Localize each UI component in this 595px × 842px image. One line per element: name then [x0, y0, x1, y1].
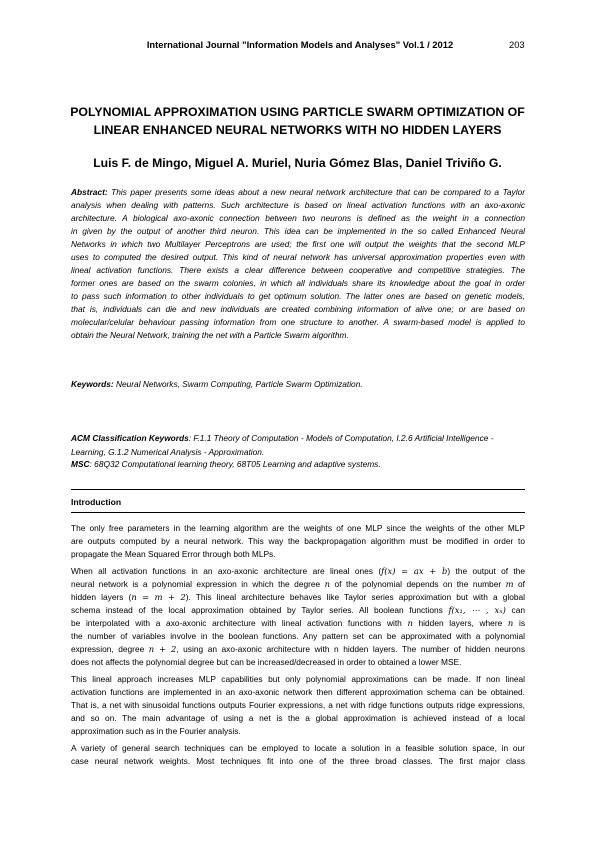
section-heading: Introduction	[71, 497, 122, 507]
abstract-line: former ones are based on the swarm colonies, in which all individuals share its knowledge about the goal in order	[71, 278, 525, 288]
paragraph-line	[71, 643, 525, 656]
acm-label: ACM Classification Keywords	[71, 433, 189, 443]
abstract-line: obtain the Neural Network, training the net with a Particle Swarm algorithm.	[71, 330, 349, 340]
paragraph-line: This lineal approach increases MLP capabilities but only polynomial approximations can be made. If non lineal	[71, 674, 525, 684]
text-run: is	[513, 618, 525, 628]
author-list: Luis F. de Mingo, Miguel A. Muriel, Nuria Gómez Blas, Daniel Triviño G.	[93, 156, 502, 170]
text-run: hidden layers (	[71, 592, 132, 602]
math-expression: n = m + 2	[131, 592, 186, 602]
text-run: of the polynomial depends on the number	[330, 579, 506, 589]
title-line: LINEAR ENHANCED NEURAL NETWORKS WITH NO HIDDEN LAYERS	[93, 123, 502, 137]
acm-line	[71, 431, 525, 445]
math-expression: n	[507, 618, 514, 628]
msc-label: MSC	[71, 459, 90, 469]
abstract-line: analysis when dealing with patterns. Such architecture is based on lineal activation functions with an axo-axonic	[71, 200, 525, 210]
abstract-line: lineal activation functions. There exists a clear difference between cooperative and competitive strategies. The	[71, 265, 525, 275]
paragraph-line: The only free parameters in the learning algorithm are the weights of one MLP since the weights of the other MLP	[71, 523, 525, 533]
text-run: of	[513, 579, 525, 589]
keywords	[71, 378, 525, 391]
math-expression: f(x) = ax + b	[381, 566, 448, 576]
paragraph-line: activation functions are implemented in an axo-axonic network then different approximation schema can be obtained.	[71, 687, 525, 697]
acm-text: : F.1.1 Theory of Computation - Models of Computation, I.2.6 Artificial Intelligence -	[188, 433, 494, 443]
paragraph-line: A variety of general search techniques can be employed to locate a solution in a feasible solution space, in our	[71, 743, 525, 753]
text-run: ). This lineal architecture behaves like Taylor series approximation but with a global	[185, 592, 525, 602]
msc-text: : 68Q32 Computational learning theory, 68T05 Learning and adaptive systems.	[89, 459, 381, 469]
text-run: be interpolated with a axo-axonic architecture with lineal activation functions with	[71, 618, 408, 628]
abstract	[71, 186, 525, 342]
abstract-text: This paper presents some ideas about a new neural network architecture that can be compared to a Taylor	[107, 187, 525, 197]
abstract-line: Networks in which two Multilayer Perceptrons are used; the first one will output the weights that the second MLP	[71, 239, 525, 249]
acm-line: Learning, G.1.2 Numerical Analysis - Approximation.	[71, 447, 265, 457]
text-run: When all activation functions in an axo-axonic architecture are lineal ones (	[71, 566, 382, 576]
section-rule	[71, 489, 525, 490]
paragraph	[71, 522, 525, 561]
abstract-line: that is, individuals can die and new individuals are created combining information of alive one; or are based on	[71, 304, 525, 314]
paragraph-line	[71, 578, 525, 591]
math-expression: n + 2	[148, 644, 177, 654]
paragraph-line: and so on. The main advantage of using a net is the a global approximation is achieved instead of a local	[71, 713, 525, 723]
paragraph-line: are outputs computed by a neural network. This way the backpropagation algorithm must be modified in order to	[71, 536, 525, 546]
page-number: 203	[509, 39, 525, 50]
math-expression: f(x₁, ⋯ , xₙ)	[448, 605, 506, 615]
paragraph-line: propagate the Mean Squared Error through both MLPs.	[71, 549, 276, 559]
paragraph-line	[71, 591, 525, 604]
abstract-label: Abstract:	[71, 187, 108, 197]
text-run: , using an axo-axonic architecture with n hidden layers. The number of hidden neurons	[176, 644, 525, 654]
math-expression: n	[407, 618, 413, 628]
keywords-label: Keywords:	[71, 379, 114, 389]
paper-title	[60, 103, 535, 139]
text-run: hidden layers, where	[412, 618, 508, 628]
abstract-line: to pass such information to other individuals to get optimum solution. The latter ones are based on genetic models,	[71, 291, 525, 301]
paragraph	[71, 742, 525, 768]
paragraph-line: the number of variables involve in the boolean functions. Any pattern set can be approximated with a polynomial	[71, 631, 525, 641]
paragraph-line: approximation such as in the Fourier analysis.	[71, 726, 241, 736]
abstract-line	[71, 186, 525, 199]
abstract-line: molecular/celular behaviour passing information from one structure to another. A swarm-based model is applied to	[71, 317, 525, 327]
abstract-line: in given by the output of another third neuron. This idea can be implemented in the so called Enhanced Neural	[71, 226, 525, 236]
text-run: ) the output of the	[447, 566, 526, 576]
paragraph-line	[71, 565, 525, 578]
section-rule	[71, 512, 525, 513]
text-run: expression, degree	[71, 644, 149, 654]
paragraph	[71, 673, 525, 738]
acm-classification	[71, 431, 525, 459]
paragraph-line	[71, 604, 525, 617]
math-expression: m	[505, 579, 514, 589]
abstract-line: architecture. A biological axo-axonic connection between two neurons is defined as the weight in a connection	[71, 213, 525, 223]
paragraph-line: does not affects the polynomial degree but can be increased/decreased in order to obtained a lower MSE.	[71, 657, 462, 667]
text-run: schema instead of the local approximation obtained by Taylor series. All boolean functions	[71, 605, 449, 615]
text-run: neural network is a polynomial expression in which the degree	[71, 579, 325, 589]
paragraph-line: That is, a net with sinusoidal functions outputs Fourier expressions, a net with ridge functions outputs ridge expressions,	[71, 700, 525, 710]
paragraph	[71, 565, 525, 669]
text-run: can	[505, 605, 526, 615]
math-expression: n	[324, 579, 331, 589]
paragraph-line	[71, 617, 525, 630]
keywords-text: Neural Networks, Swarm Computing, Particle Swarm Optimization.	[113, 379, 363, 389]
title-line: POLYNOMIAL APPROXIMATION USING PARTICLE SWARM OPTIMIZATION OF	[70, 105, 525, 119]
msc-classification	[71, 458, 525, 471]
paragraph-line: case neural network weights. Most techniques fit into one of the three broad classes. The first major class	[71, 756, 525, 766]
abstract-line: uses to computed the desired output. This kind of neural network has universal approximation properties even with	[71, 252, 525, 262]
running-head: International Journal "Information Models and Analyses" Vol.1 / 2012	[146, 39, 454, 50]
